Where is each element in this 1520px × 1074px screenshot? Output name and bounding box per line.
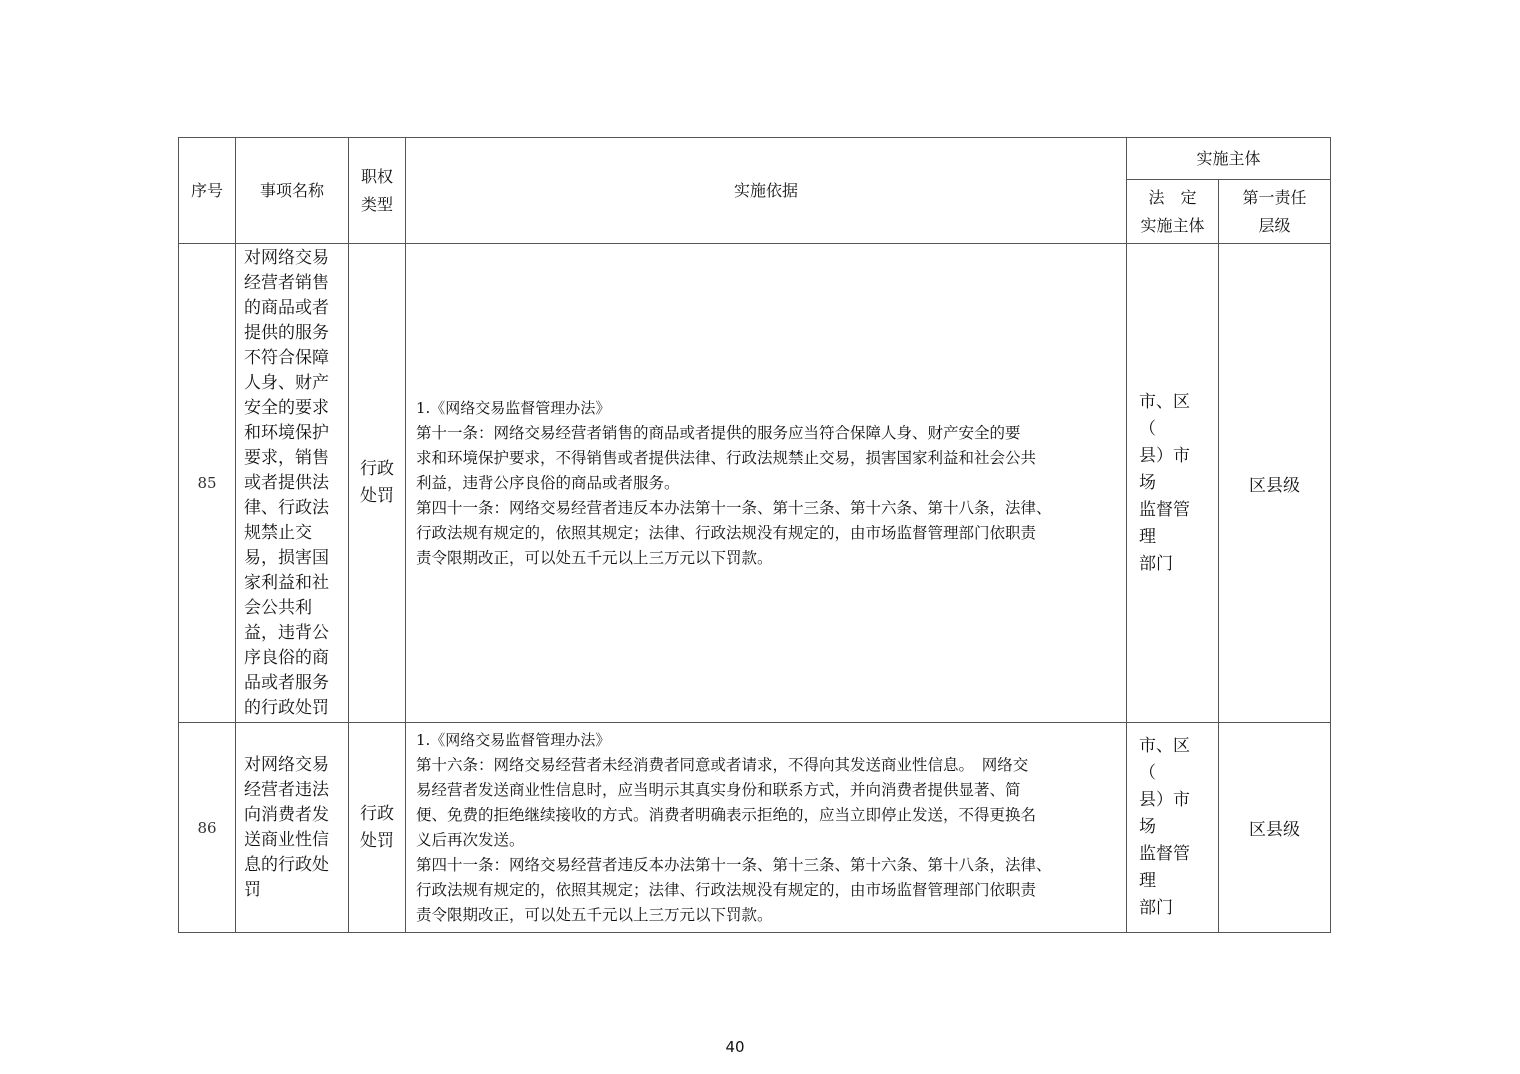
legal-basis-line: 义后再次发送。 <box>416 830 525 849</box>
power-type <box>349 723 406 933</box>
power-type <box>349 244 406 723</box>
legal-subject-line: 市、区（ <box>1139 391 1190 439</box>
header-level <box>1219 180 1331 244</box>
matter-name-line: 或者提供法 <box>244 472 329 493</box>
legal-basis <box>406 723 1127 933</box>
header-legal-line1: 法 定 <box>1148 187 1197 207</box>
table-body <box>179 244 1331 933</box>
header-basis: 实施依据 <box>406 138 1127 244</box>
legal-basis-line: 第四十一条：网络交易经营者违反本办法第十一条、第十三条、第十六条、第十八条，法律、 <box>416 855 1052 874</box>
table-row <box>179 244 1331 723</box>
header-type <box>349 138 406 244</box>
header-seq: 序号 <box>179 138 236 244</box>
power-type-line: 行政 <box>360 459 394 479</box>
matter-name-line: 人身、财产 <box>244 372 329 393</box>
matter-name-line: 提供的服务 <box>244 322 329 343</box>
matter-name-line: 罚 <box>244 879 261 900</box>
responsibility-level: 区县级 <box>1219 723 1331 933</box>
header-type-line2: 类型 <box>360 194 393 214</box>
matter-name-line: 向消费者发 <box>244 804 329 825</box>
legal-basis-line: 1.《网络交易监督管理办法》 <box>416 730 611 749</box>
header-name: 事项名称 <box>236 138 349 244</box>
matter-name <box>236 244 349 723</box>
matter-name-line: 经营者违法 <box>244 779 329 800</box>
matter-name-line: 易，损害国 <box>244 547 329 568</box>
matter-name-line: 益，违背公 <box>244 622 329 643</box>
legal-subject-line: 部门 <box>1139 553 1173 574</box>
matter-name-line: 序良俗的商 <box>244 647 329 668</box>
power-type-line: 处罚 <box>360 486 394 506</box>
responsibility-level: 区县级 <box>1219 244 1331 723</box>
matter-name-line: 品或者服务 <box>244 672 329 693</box>
legal-basis-line: 求和环境保护要求，不得销售或者提供法律、行政法规禁止交易，损害国家利益和社会公共 <box>416 448 1037 467</box>
matter-name-line: 的行政处罚 <box>244 697 329 718</box>
legal-subject-line: 部门 <box>1139 898 1173 918</box>
legal-basis-line: 责令限期改正，可以处五千元以上三万元以下罚款。 <box>416 905 773 924</box>
matter-name-line: 家利益和社 <box>244 572 329 593</box>
legal-subject <box>1127 244 1219 723</box>
row-number: 85 <box>179 244 236 723</box>
matter-name-line: 送商业性信 <box>244 829 329 850</box>
matter-name-line: 的商品或者 <box>244 297 329 318</box>
header-subject-group: 实施主体 <box>1127 138 1331 180</box>
page-number: 40 <box>725 1038 745 1056</box>
legal-subject-line: 县）市场 <box>1139 445 1190 493</box>
header-level-line2: 层级 <box>1258 215 1291 235</box>
matter-name-line: 息的行政处 <box>244 854 329 875</box>
legal-subject <box>1127 723 1219 933</box>
legal-basis-line: 行政法规有规定的，依照其规定；法律、行政法规没有规定的，由市场监督管理部门依职责 <box>416 523 1037 542</box>
power-type-line: 处罚 <box>360 830 394 851</box>
legal-basis-line: 便、免费的拒绝继续接收的方式。消费者明确表示拒绝的，应当立即停止发送，不得更换名 <box>416 805 1037 824</box>
legal-subject-line: 监督管理 <box>1139 844 1190 891</box>
legal-basis-line: 1.《网络交易监督管理办法》 <box>416 398 611 417</box>
matter-name <box>236 723 349 933</box>
row-number: 86 <box>179 723 236 933</box>
matter-name-line: 对网络交易 <box>244 754 329 775</box>
header-legal-line2: 实施主体 <box>1140 215 1205 235</box>
legal-basis-line: 行政法规有规定的，依照其规定；法律、行政法规没有规定的，由市场监督管理部门依职责 <box>416 880 1037 899</box>
matters-table <box>178 137 1331 933</box>
legal-basis-line: 易经营者发送商业性信息时，应当明示其真实身份和联系方式，并向消费者提供显著、简 <box>416 780 1021 799</box>
legal-subject-line: 市、区（ <box>1139 736 1190 783</box>
header-level-line1: 第一责任 <box>1242 187 1307 207</box>
table-header <box>179 138 1331 244</box>
table-row <box>179 723 1331 933</box>
header-legal-subject <box>1127 180 1219 244</box>
legal-basis-line: 责令限期改正，可以处五千元以上三万元以下罚款。 <box>416 548 773 567</box>
legal-basis-line: 第四十一条：网络交易经营者违反本办法第十一条、第十三条、第十六条、第十八条，法律、 <box>416 498 1052 517</box>
legal-basis-line: 第十六条：网络交易经营者未经消费者同意或者请求，不得向其发送商业性信息。 网络交 <box>416 755 1029 774</box>
matter-name-line: 对网络交易 <box>244 247 329 268</box>
matter-name-line: 要求，销售 <box>244 447 329 468</box>
power-type-line: 行政 <box>360 803 394 824</box>
header-type-line1: 职权 <box>360 166 393 186</box>
legal-basis <box>406 244 1127 723</box>
legal-basis-line: 利益，违背公序良俗的商品或者服务。 <box>416 473 680 492</box>
matter-name-line: 不符合保障 <box>244 347 329 368</box>
matter-name-line: 律、行政法 <box>244 497 329 518</box>
matter-name-line: 和环境保护 <box>244 422 329 443</box>
legal-subject-line: 监督管理 <box>1139 499 1190 547</box>
matter-name-line: 安全的要求 <box>244 397 329 418</box>
legal-basis-line: 第十一条：网络交易经营者销售的商品或者提供的服务应当符合保障人身、财产安全的要 <box>416 423 1021 442</box>
matter-name-line: 经营者销售 <box>244 272 329 293</box>
legal-subject-line: 县）市场 <box>1139 790 1190 837</box>
matter-name-line: 规禁止交 <box>244 522 312 543</box>
matter-name-line: 会公共利 <box>244 597 312 618</box>
